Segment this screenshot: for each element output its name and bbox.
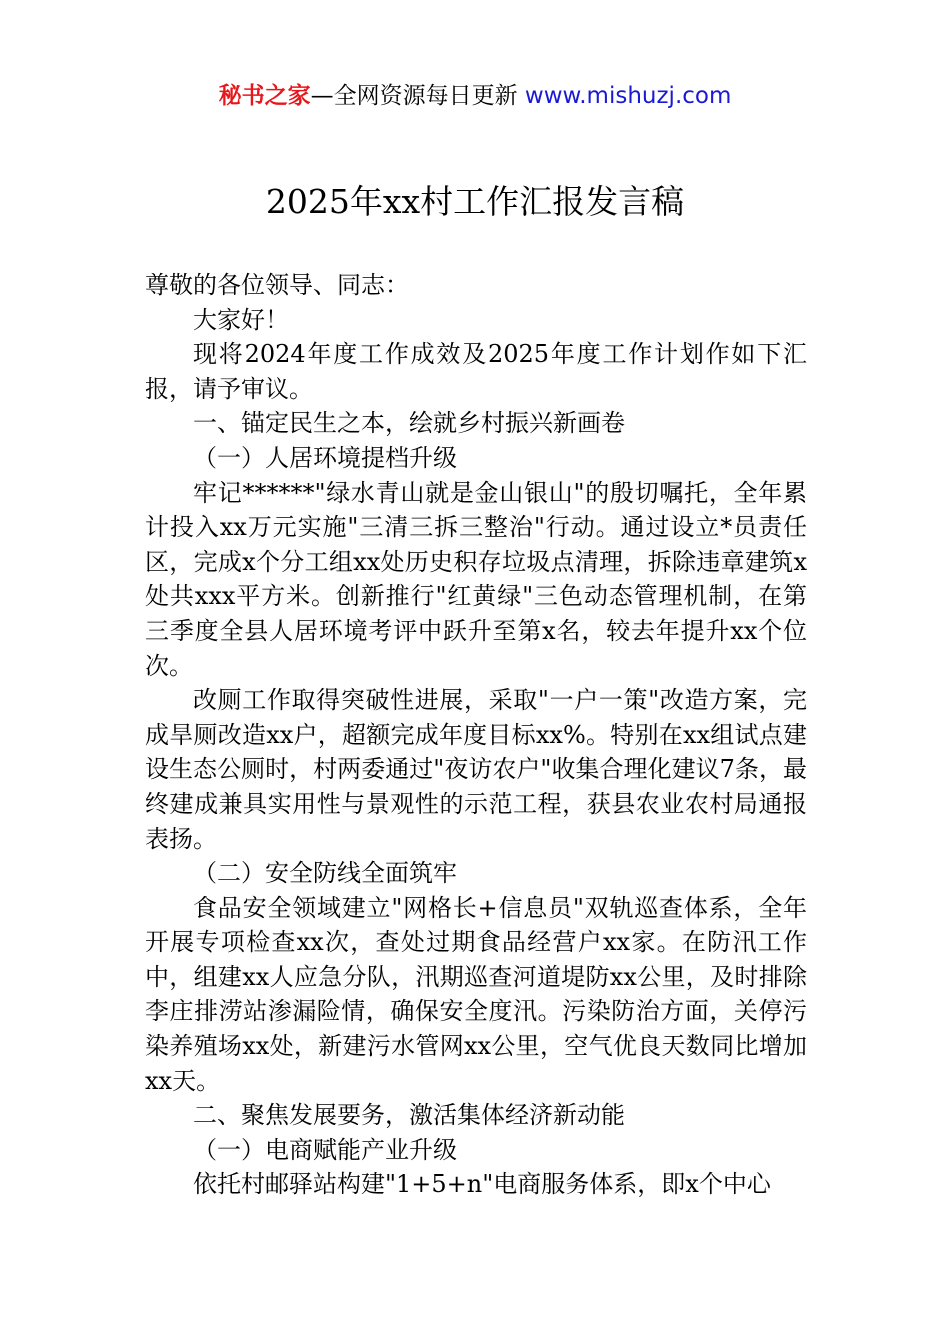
section-heading-1: 一、锚定民生之本，绘就乡村振兴新画卷 — [193, 409, 625, 438]
banner-tagline: —全网资源每日更新 — [310, 83, 525, 109]
paragraph-ecommerce: 依托村邮驿站构建"1+5+n"电商服务体系，即x个中心 — [193, 1170, 771, 1199]
paragraph-environment: 牢记******"绿水青山就是金山银山"的殷切嘱托，全年累计投入xx万元实施"三清三拆三整治"行动。通过设立*员责任区，完成x个分工组xx处历史积存垃圾点清理，拆除违章建筑x处共xxx平方米。创新推行"红黄绿"三色动态管理机制，在第三季度全县人居环境考评中跃升至第x名，较去年提升xx个位次。 — [145, 478, 807, 680]
site-url-link[interactable]: www.mishuzj.com — [524, 83, 732, 109]
subsection-heading-1-1: （一）人居环境提档升级 — [193, 443, 457, 472]
subsection-heading-1-2: （二）安全防线全面筑牢 — [193, 859, 457, 888]
greeting: 大家好！ — [193, 305, 289, 334]
site-banner — [0, 78, 950, 114]
paragraph-toilet-reform: 改厕工作取得突破性进展，采取"一户一策"改造方案，完成旱厕改造xx户，超额完成年度目标xx%。特别在xx组试点建设生态公厕时，村两委通过"夜访农户"收集合理化建议7条，最终建成兼具实用性与景观性的示范工程，获县农业农村局通报表扬。 — [145, 686, 807, 853]
document-body — [145, 268, 807, 1202]
paragraph-safety: 食品安全领域建立"网格长+信息员"双轨巡查体系，全年开展专项检查xx次，查处过期食品经营户xx家。在防汛工作中，组建xx人应急分队，汛期巡查河道堤防xx公里，及时排除李庄排涝站渗漏险情，确保安全度汛。污染防治方面，关停污染养殖场xx处，新建污水管网xx公里，空气优良天数同比增加xx天。 — [145, 893, 807, 1095]
section-heading-2: 二、聚焦发展要务，激活集体经济新动能 — [193, 1101, 625, 1130]
salutation: 尊敬的各位领导、同志： — [145, 271, 409, 299]
brand-name: 秘书之家 — [218, 83, 311, 109]
document-title: 2025年xx村工作汇报发言稿 — [265, 182, 685, 221]
subsection-heading-2-1: （一）电商赋能产业升级 — [193, 1135, 457, 1164]
intro-paragraph: 现将2024年度工作成效及2025年度工作计划作如下汇报，请予审议。 — [145, 340, 807, 403]
